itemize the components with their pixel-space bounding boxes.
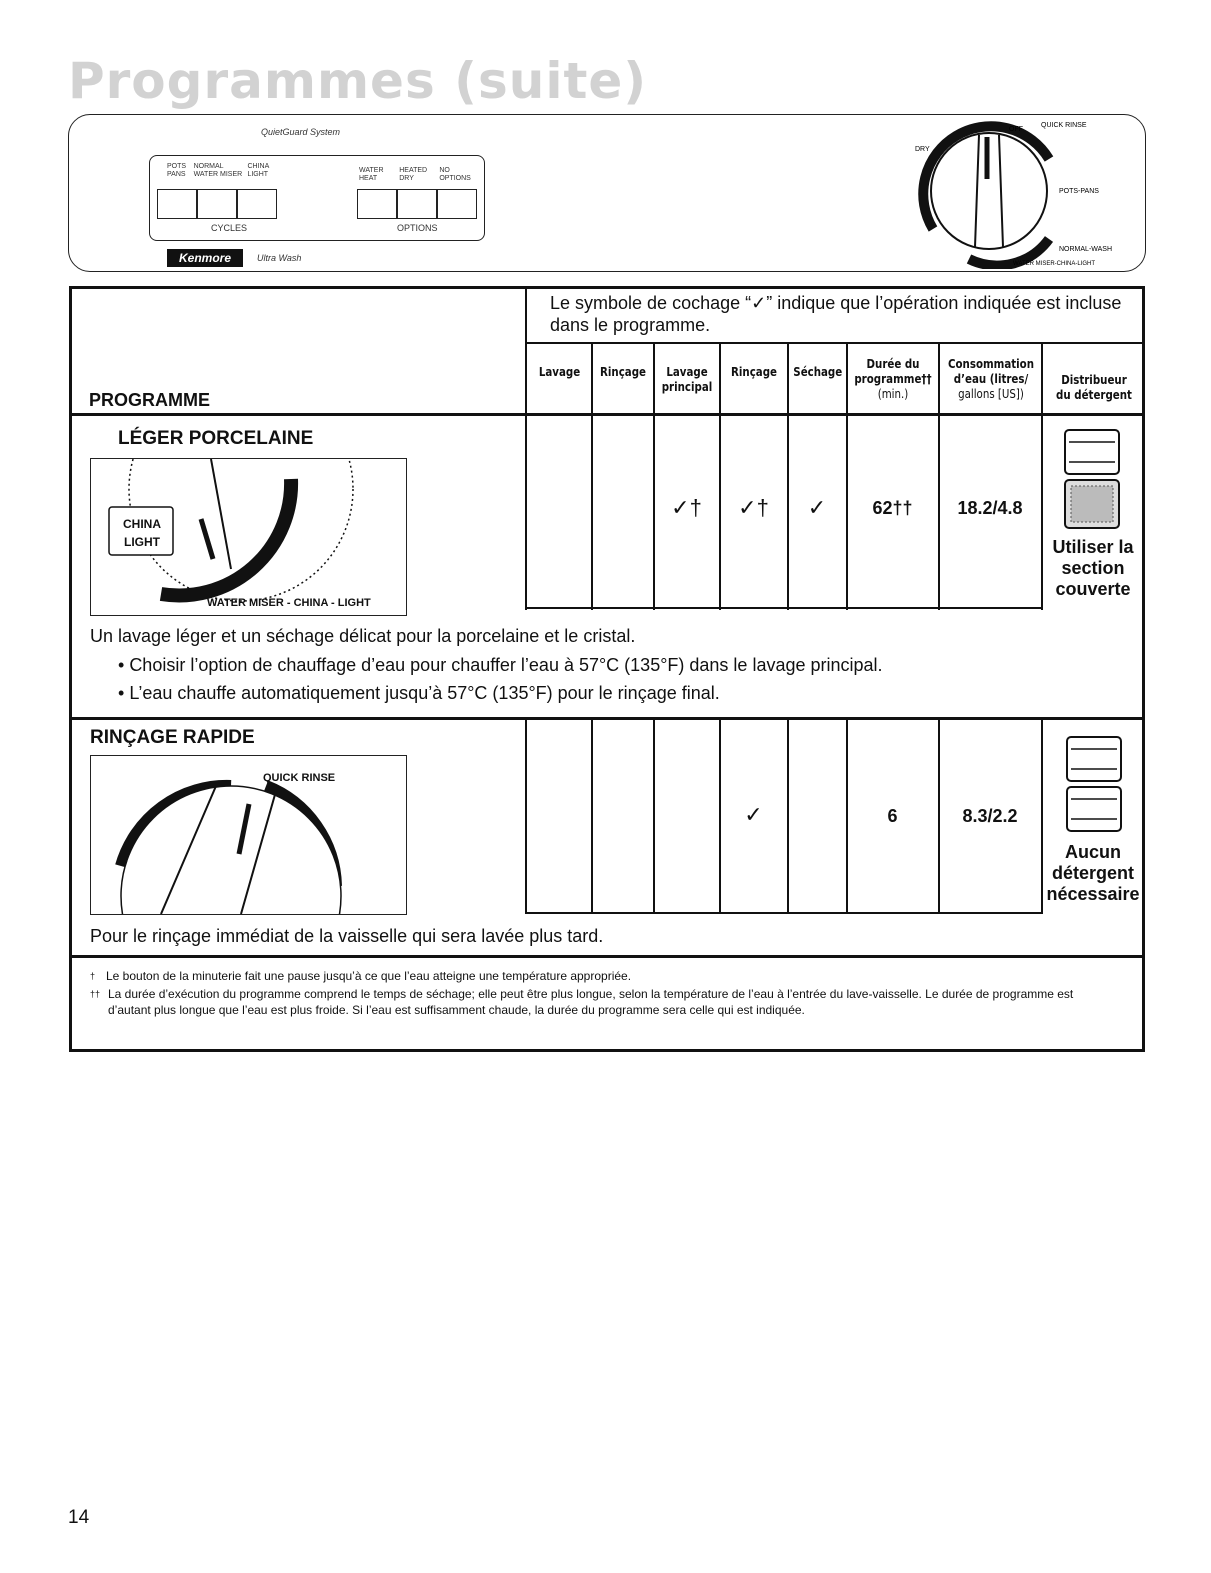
row1-title: LÉGER PORCELAINE — [118, 428, 314, 449]
col-header-distribueur: Distribueur du détergent — [1056, 372, 1132, 402]
hdr-divider-4 — [787, 343, 789, 413]
r1-cells-bottom — [526, 607, 1043, 609]
control-panel-illustration — [68, 114, 1146, 272]
option-text-none: NO OPTIONS — [439, 167, 471, 182]
r1-duration: 62†† — [872, 498, 913, 518]
r2-divider-1 — [591, 717, 593, 914]
footnote-2: †† La durée d’exécution du programme comprend le temps de séchage; elle peut être plus longue, selon la température de l’eau à l’entrée du lave-vaisselle. Le durée de programme est d’autant plus longue que l’eau est plus froide. Si l’eau est suffisamment chaude, la durée du programme sera celle qui est indiquée. — [90, 987, 1074, 1017]
cycle-button-labels — [167, 163, 277, 179]
cycle-text-pots: POTS PANS — [167, 163, 187, 178]
hdr-divider-3 — [719, 343, 721, 413]
r2-duration: 6 — [887, 806, 898, 826]
footnote-1: † Le bouton de la minuterie fait une pause jusqu’à ce que l’eau atteigne une température appropriée. — [90, 969, 632, 983]
r1-divider-1 — [591, 413, 593, 610]
panel-brand-system: QuietGuard System — [261, 127, 341, 137]
dispenser-empty-icon — [1065, 735, 1123, 835]
dial-label-dry: DRY — [915, 146, 930, 153]
row2-title: RINÇAGE RAPIDE — [90, 727, 255, 748]
r1-check-rincage-2: ✓† — [738, 495, 769, 520]
option-button-labels — [359, 167, 479, 183]
option-buttons — [357, 189, 477, 219]
china-light-button-label: CHINA LIGHT — [123, 517, 161, 549]
r1-dispenser-label: Utiliser la section couverte — [1052, 537, 1134, 599]
r2-check-rincage-2: ✓ — [744, 802, 763, 827]
dial-label-off: OFF — [1009, 126, 1023, 133]
checkmark-note: Le symbole de cochage “✓” indique que l’opération indiquée est incluse dans le programme. — [550, 293, 1122, 335]
cycle-buttons — [157, 189, 277, 219]
option-button-none[interactable] — [437, 189, 477, 219]
cycle-text-china: CHINA LIGHT — [247, 163, 269, 178]
r1-bullet-2: • L’eau chauffe automatiquement jusqu’à 57°C (135°F) pour le rinçage final. — [118, 683, 720, 703]
option-text-heat: WATER HEAT — [359, 167, 384, 182]
cycle-button-normal[interactable] — [197, 189, 237, 219]
hdr-divider-1 — [591, 343, 593, 413]
dial-label-pots-pans: POTS-PANS — [1059, 188, 1099, 195]
r1-check-sechage: ✓ — [807, 495, 827, 520]
col-header-duree: Durée du programme†† (min.) — [854, 356, 932, 401]
option-button-dry[interactable] — [397, 189, 437, 219]
kenmore-logo: Kenmore — [167, 249, 243, 267]
quick-rinse-dial-icon — [91, 756, 406, 914]
col-header-rincage: Rinçage — [600, 364, 646, 379]
col-header-consommation: Consommation d’eau (litres/ gallons [US]) — [947, 356, 1035, 401]
r2-description: Pour le rinçage immédiat de la vaisselle qui sera lavée plus tard. — [90, 926, 604, 946]
row2-bottom-rule — [69, 955, 1145, 958]
dispenser-covered-section-icon — [1063, 428, 1121, 530]
col-header-sechage: Séchage — [793, 364, 843, 379]
dial-label-quick-rinse: QUICK RINSE — [1041, 122, 1087, 129]
options-label: OPTIONS — [397, 223, 438, 233]
page-title: Programmes (suite) — [68, 52, 648, 110]
logo-sub: Ultra Wash — [257, 253, 302, 263]
col-header-lavage: Lavage — [538, 364, 581, 379]
row2-dial-caption: QUICK RINSE — [263, 772, 336, 784]
dial-label-water-miser: WATER MISER-CHINA-LIGHT — [1013, 261, 1095, 267]
cycle-text-normal: NORMAL WATER MISER — [193, 163, 243, 178]
hdr-divider-7 — [1041, 343, 1043, 413]
r1-description: Un lavage léger et un séchage délicat pour la porcelaine et le cristal. — [90, 626, 636, 646]
r2-divider-2 — [653, 717, 655, 914]
hdr-divider-6 — [938, 343, 940, 413]
header-divider — [526, 342, 1145, 344]
row1-dial-caption: WATER MISER - CHINA - LIGHT — [207, 597, 371, 609]
r1-water: 18.2/4.8 — [957, 498, 1023, 518]
hdr-divider-5 — [846, 343, 848, 413]
col-header-lavage-principal: Lavage principal — [661, 364, 713, 394]
r2-divider-0 — [525, 717, 527, 914]
programme-header: PROGRAMME — [89, 390, 210, 410]
row1-dial-illustration — [90, 458, 407, 616]
dial-label-normal-wash: NORMAL-WASH — [1059, 246, 1113, 253]
row1-bottom-rule — [69, 717, 1145, 720]
r2-dispenser-label: Aucun détergent nécessaire — [1046, 842, 1140, 904]
cycle-button-pots[interactable] — [157, 189, 197, 219]
header-bottom-rule — [69, 413, 1145, 416]
hdr-divider-2 — [653, 343, 655, 413]
programme-column-divider — [525, 286, 527, 610]
row2-dial-illustration — [90, 755, 407, 915]
r2-divider-4 — [787, 717, 789, 914]
col-header-rincage-2: Rinçage — [731, 364, 777, 379]
r2-cells-bottom — [526, 912, 1043, 914]
cycle-button-china[interactable] — [237, 189, 277, 219]
timer-dial-icon — [909, 119, 1145, 269]
r1-bullet-1: • Choisir l’option de chauffage d’eau pour chauffer l’eau à 57°C (135°F) dans le lavage principal. — [118, 655, 883, 675]
r1-check-lavage-principal: ✓† — [671, 495, 702, 520]
page-number: 14 — [68, 1507, 90, 1528]
option-button-heat[interactable] — [357, 189, 397, 219]
r2-water: 8.3/2.2 — [962, 806, 1018, 826]
option-text-dry: HEATED DRY — [399, 167, 428, 182]
cycles-label: CYCLES — [211, 223, 248, 233]
